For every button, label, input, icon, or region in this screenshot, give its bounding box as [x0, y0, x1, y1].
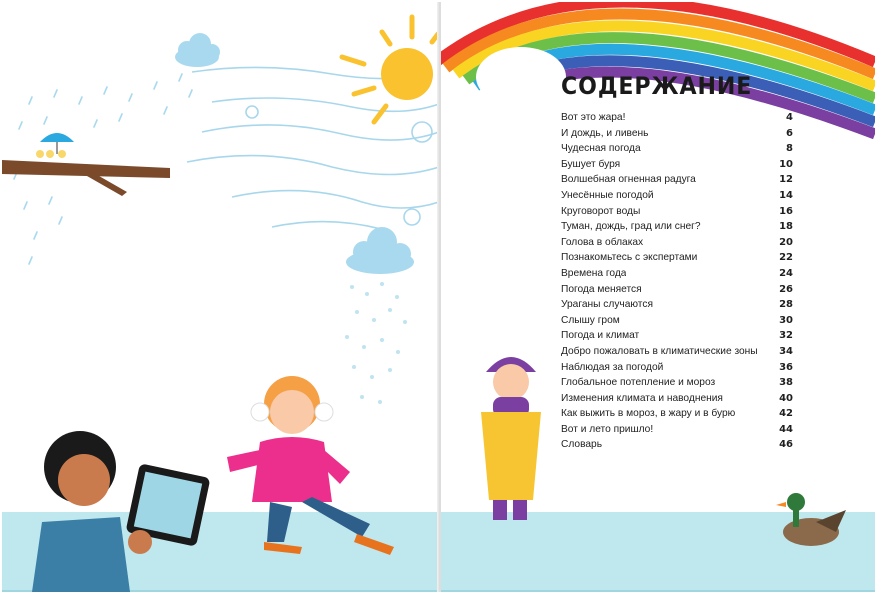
toc-entry-label: Глобальное потепление и мороз — [561, 377, 716, 389]
toc-entry-label: И дождь, и ливень — [561, 127, 649, 139]
toc-entry-page: 6 — [786, 127, 793, 139]
toc-entry-label: Словарь — [561, 439, 603, 451]
duck-icon — [776, 493, 846, 546]
toc-entry[interactable] — [561, 393, 793, 409]
toc-entry[interactable] — [561, 190, 793, 206]
toc-entry-page: 18 — [779, 221, 793, 233]
toc-entry-label: Изменения климата и наводнения — [561, 392, 723, 404]
toc-entry-label: Круговорот воды — [561, 205, 641, 217]
toc-entry-page: 10 — [779, 158, 793, 170]
toc-entry-page: 36 — [779, 361, 793, 373]
toc-entry-page: 8 — [786, 143, 793, 155]
toc-entry-label: Туман, дождь, град или снег? — [561, 221, 701, 233]
toc-entry-label: Ураганы случаются — [561, 299, 653, 311]
toc-entry-label: Как выжить в мороз, в жару и в бурю — [561, 408, 736, 420]
toc-entry[interactable] — [561, 439, 793, 455]
snow-cloud-icon — [345, 227, 414, 404]
toc-entry-label: Вот и лето пришло! — [561, 423, 654, 435]
toc-entry-label: Волшебная огненная радуга — [561, 174, 696, 186]
toc-entry[interactable] — [561, 330, 793, 346]
toc-list — [561, 112, 793, 455]
toc-entry[interactable] — [561, 284, 793, 300]
umbrella-icon — [36, 133, 74, 158]
branch-icon — [2, 160, 170, 196]
toc-entry-page: 44 — [779, 423, 793, 435]
toc-entry-label: Добро пожаловать в климатические зоны — [561, 345, 758, 357]
toc-entry-label: Бушует буря — [561, 158, 621, 170]
toc-entry[interactable] — [561, 252, 793, 268]
boy-with-tablet-icon — [32, 431, 210, 592]
toc-entry[interactable] — [561, 346, 793, 362]
toc-entry-page: 20 — [779, 236, 793, 248]
toc-entry-page: 42 — [779, 408, 793, 420]
toc-entry[interactable] — [561, 128, 793, 144]
toc-entry[interactable] — [561, 159, 793, 175]
toc-entry-page: 28 — [779, 299, 793, 311]
left-page — [2, 2, 439, 592]
toc-entry-page: 40 — [779, 392, 793, 404]
toc-entry-page: 4 — [786, 112, 793, 123]
toc-entry[interactable] — [561, 362, 793, 378]
toc-entry-page: 14 — [779, 189, 793, 201]
toc-entry-page: 22 — [779, 252, 793, 264]
toc-entry[interactable] — [561, 237, 793, 253]
toc-entry-page: 16 — [779, 205, 793, 217]
toc-entry-page: 46 — [779, 439, 793, 451]
toc-entry-label: Погода и климат — [561, 330, 640, 342]
toc-entry-label: Наблюдая за погодой — [561, 361, 664, 373]
toc-entry-page: 30 — [779, 314, 793, 326]
toc-entry[interactable] — [561, 143, 793, 159]
toc-entry-page: 32 — [779, 330, 793, 342]
toc-entry[interactable] — [561, 268, 793, 284]
toc-entry-label: Чудесная погода — [561, 143, 641, 155]
toc-entry-label: Унесённые погодой — [561, 189, 654, 201]
toc-entry-page: 34 — [779, 345, 793, 357]
toc-entry[interactable] — [561, 112, 793, 128]
toc-entry-label: Погода меняется — [561, 283, 642, 295]
toc-entry-label: Времена года — [561, 267, 627, 279]
toc-entry[interactable] — [561, 377, 793, 393]
sun-icon — [342, 17, 438, 122]
toc-entry-page: 12 — [779, 174, 793, 186]
toc-entry[interactable] — [561, 315, 793, 331]
toc-entry-page: 38 — [779, 377, 793, 389]
girl-skater-icon — [227, 376, 394, 555]
toc-entry-page: 26 — [779, 283, 793, 295]
toc-entry[interactable] — [561, 206, 793, 222]
toc-entry-label: Слышу гром — [561, 314, 620, 326]
toc-entry-label: Голова в облаках — [561, 236, 644, 248]
toc-entry[interactable] — [561, 424, 793, 440]
toc-entry[interactable] — [561, 299, 793, 315]
toc-entry[interactable] — [561, 408, 793, 424]
toc-title: СОДЕРЖАНИЕ — [561, 72, 753, 100]
child-in-winter-coat-icon — [481, 357, 541, 520]
toc-entry-page: 24 — [779, 267, 793, 279]
toc-entry[interactable] — [561, 221, 793, 237]
cloud-icon — [175, 33, 220, 67]
toc-entry-label: Познакомьтесь с экспертами — [561, 252, 698, 264]
toc-entry[interactable] — [561, 174, 793, 190]
toc-entry-label: Вот это жара! — [561, 112, 626, 123]
